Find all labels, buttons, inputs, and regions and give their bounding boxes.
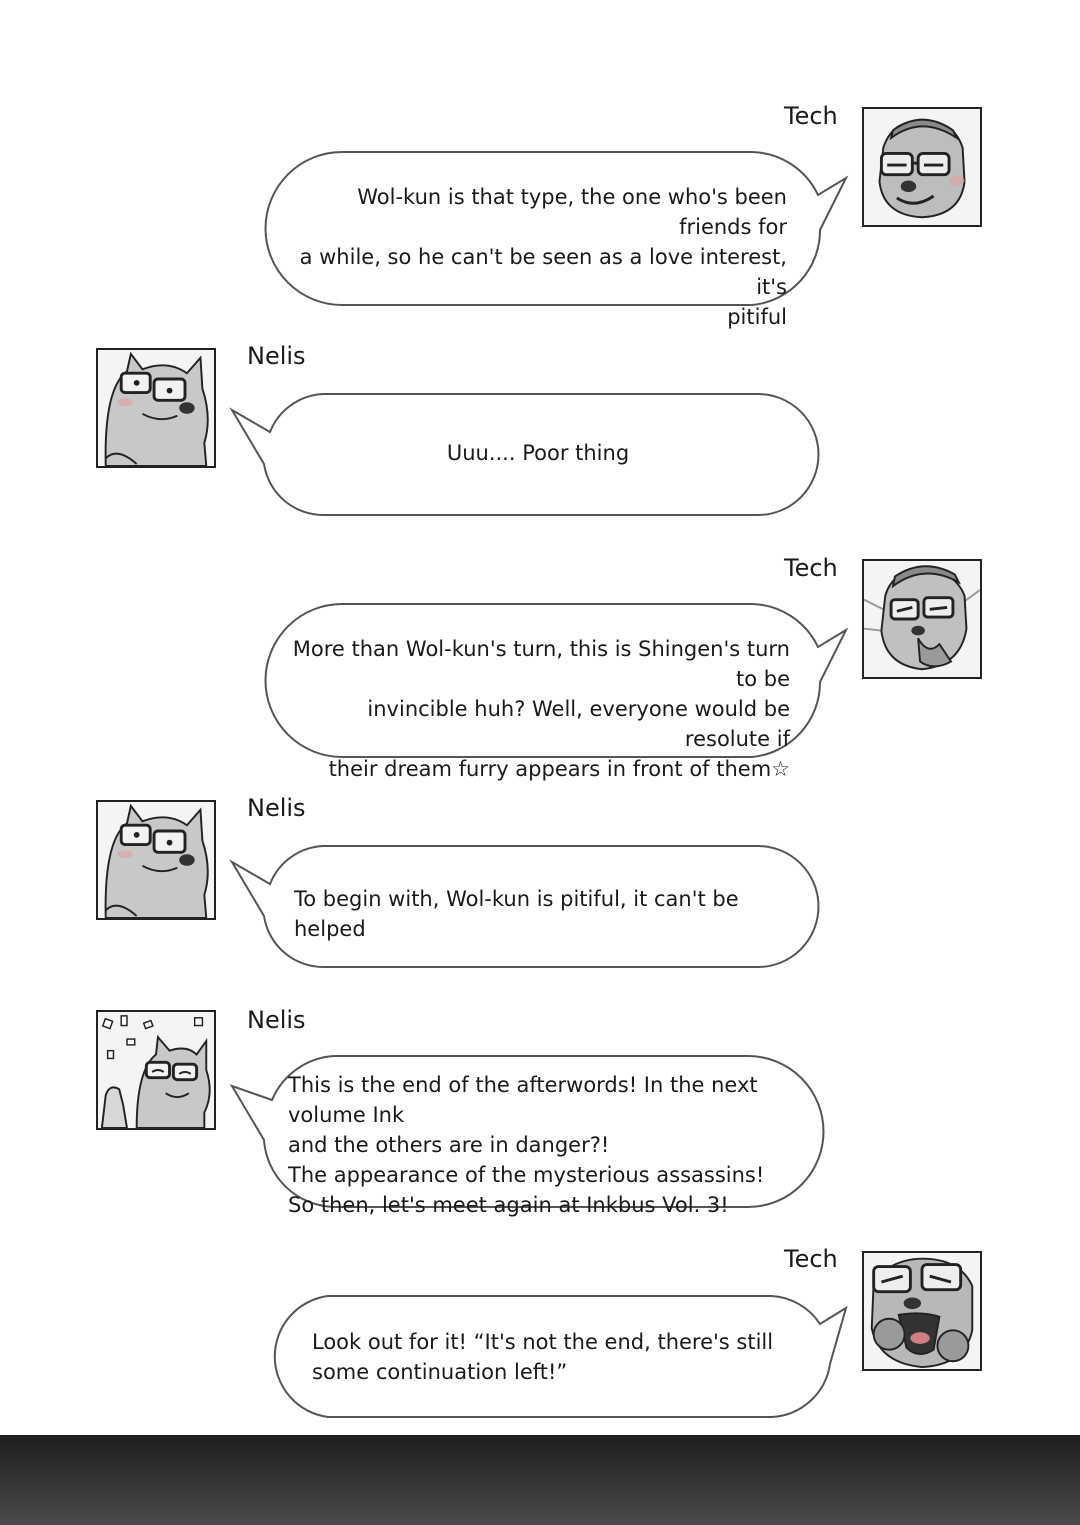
speaker-name: Tech	[784, 102, 838, 130]
speech-bubble	[232, 602, 852, 781]
message-text: Uuu.... Poor thing	[446, 441, 630, 465]
speaker-name: Nelis	[247, 342, 306, 370]
nelis-face-icon	[96, 348, 216, 468]
message-text: To begin with, Wol-kun is pitiful, it can't be helped	[294, 887, 739, 941]
speech-bubble	[228, 844, 822, 970]
message-text: Wol-kun is that type, the one who's been friends for a while, so he can't be seen as a love interest, it's pitiful	[299, 185, 787, 329]
message-text: More than Wol-kun's turn, this is Shingen's turn to be invincible huh? Well, everyone would be resolute if their dream furry appears in front of them☆	[292, 637, 790, 781]
footer-bar	[0, 1435, 1080, 1525]
speech-bubble	[228, 1054, 822, 1217]
nelis-celebrating-face-icon	[96, 1010, 216, 1130]
speaker-name: Tech	[784, 1245, 838, 1273]
speaker-name: Nelis	[247, 794, 306, 822]
speaker-name: Tech	[784, 554, 838, 582]
tech-smug-face-icon	[862, 107, 982, 227]
tech-shouting-face-icon	[862, 1251, 982, 1371]
speech-bubble	[232, 1294, 852, 1420]
speech-bubble	[232, 150, 852, 329]
message-text: This is the end of the afterwords! In the next volume Ink and the others are in danger?! The appearance of the mysterious assassins! So then, let's meet again at Inkbus Vol. 3!	[288, 1073, 765, 1217]
speech-bubble	[228, 392, 822, 518]
speaker-name: Nelis	[247, 1006, 306, 1034]
tech-thinking-face-icon	[862, 559, 982, 679]
message-text: Look out for it! “It's not the end, there's still some continuation left!”	[312, 1330, 774, 1384]
nelis-face-icon	[96, 800, 216, 920]
